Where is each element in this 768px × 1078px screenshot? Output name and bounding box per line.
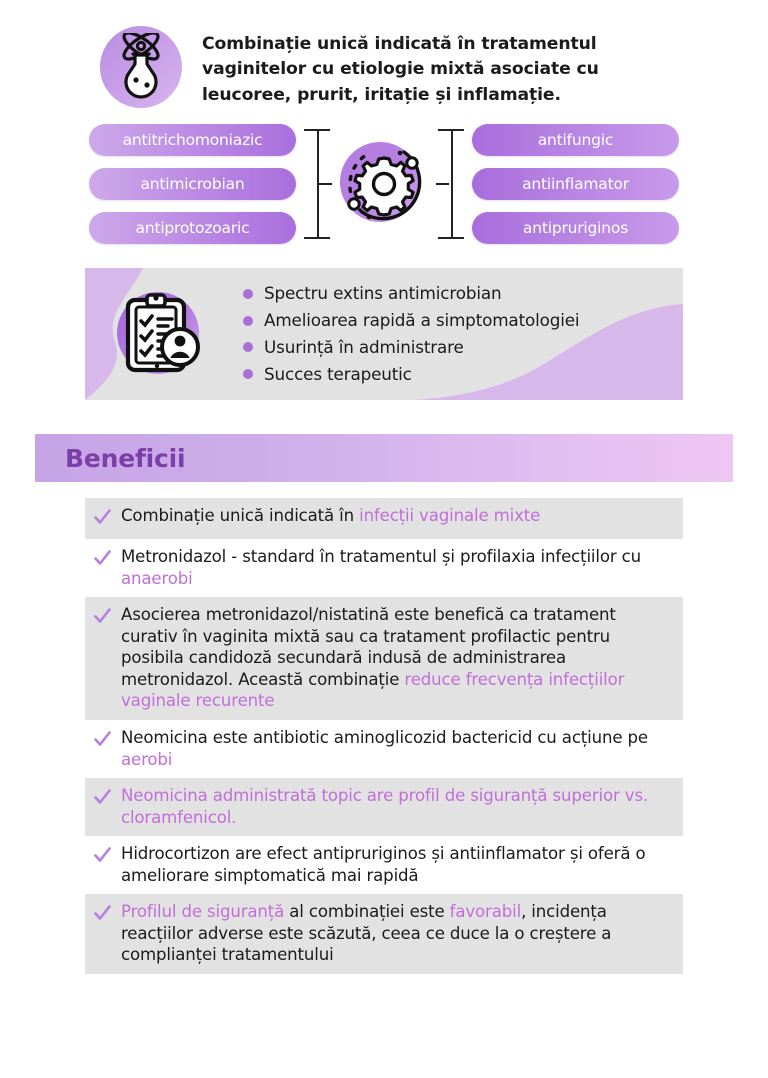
benefit-highlight-text: aerobi (121, 749, 173, 769)
bullet-dot-icon (243, 342, 253, 352)
benefit-highlight-text: Profilul de siguranță (121, 902, 285, 922)
benefit-row (85, 498, 683, 539)
pill-antiprotozoaric[interactable]: antiprotozoaric (89, 212, 296, 244)
clipboard-checklist-person-icon (113, 286, 209, 382)
benefit-highlight-text: anaerobi (121, 568, 193, 588)
right-pill-column (472, 124, 679, 244)
checkmark-icon (93, 788, 112, 811)
benefit-plain-text: , incidența reacțiilor adverse este scăzută, ceea ce duce la o creștere a complianței tratamentului (121, 902, 612, 965)
feature-item (243, 307, 579, 334)
benefit-plain-text: Asocierea metronidazol/nistatină este benefică ca tratament curativ în vaginita mixtă sau ca tratament profilactic pentru posibila candidoză secundară indusă de administrarea metronidazol. Această combinație (121, 605, 616, 689)
benefit-row (85, 539, 683, 597)
benefit-text (121, 843, 673, 886)
features-list (209, 280, 579, 387)
benefits-list (85, 498, 683, 974)
benefit-plain-text: Metronidazol - standard în tratamentul și profilaxia infecțiilor cu (121, 547, 641, 566)
checkmark-icon (93, 549, 112, 572)
checkmark-icon (93, 730, 112, 753)
header-section (0, 0, 768, 108)
benefit-row (85, 836, 683, 894)
benefit-text (121, 505, 540, 527)
feature-item (243, 280, 579, 307)
pill-antimicrobian[interactable]: antimicrobian (89, 168, 296, 200)
benefit-highlight-text: reduce frecvența infecțiilor vaginale recurente (121, 669, 625, 711)
bullet-dot-icon (243, 289, 253, 299)
left-pill-column (89, 124, 296, 244)
benefit-text (121, 727, 673, 770)
pill-antifungic[interactable]: antifungic (472, 124, 679, 156)
features-band (85, 268, 683, 400)
benefit-row (85, 720, 683, 778)
checkmark-icon (93, 607, 112, 630)
benefit-text (121, 604, 673, 712)
benefit-text (121, 785, 673, 828)
benefit-text (121, 546, 673, 589)
benefit-highlight-text: favorabil (449, 902, 522, 922)
benefit-plain-text: Neomicina este antibiotic aminoglicozid bactericid cu acțiune pe (121, 727, 648, 747)
pill-antipruriginos[interactable]: antipruriginos (472, 212, 679, 244)
feature-label: Spectru extins antimicrobian (264, 283, 502, 304)
pill-antitrichomoniazic[interactable]: antitrichomoniazic (89, 124, 296, 156)
bullet-dot-icon (243, 369, 253, 379)
pill-antiinflamator[interactable]: antiinflamator (472, 168, 679, 200)
mechanism-section (0, 108, 768, 244)
feature-item (243, 334, 579, 361)
benefit-text (121, 901, 673, 966)
checkmark-icon (93, 904, 112, 927)
benefit-plain-text: al combinației este (284, 902, 450, 922)
feature-label: Amelioarea rapidă a simptomatologiei (264, 310, 580, 331)
benefit-plain-text: Combinație unică indicată în (121, 506, 360, 525)
right-bracket-connector (436, 129, 466, 239)
gear-orbit-icon (338, 138, 430, 230)
checkmark-icon (93, 846, 112, 869)
benefit-row (85, 778, 683, 836)
flask-atom-icon (100, 26, 182, 108)
benefits-heading: Beneficii (65, 443, 186, 473)
benefit-highlight-text: Neomicina administrată topic are profil de siguranță superior vs. cloramfenicol. (121, 786, 649, 827)
benefit-highlight-text: infecții vaginale mixte (359, 506, 541, 525)
left-bracket-connector (302, 129, 332, 239)
header-title: Combinație unică indicată în tratamentul vaginitelor cu etiologie mixtă asociate cu leucoree, prurit, iritație și inflamație. (202, 34, 599, 105)
feature-label: Succes terapeutic (264, 363, 412, 384)
feature-label: Usurință în administrare (264, 337, 464, 357)
feature-item (243, 361, 579, 388)
checkmark-icon (93, 508, 112, 531)
bullet-dot-icon (243, 316, 253, 326)
benefit-row (85, 597, 683, 720)
benefit-plain-text: Hidrocortizon are efect antipruriginos și antiinflamator și oferă o ameliorare simptomatică mai rapidă (121, 844, 646, 885)
benefit-row (85, 894, 683, 974)
benefits-header-bar (35, 434, 733, 482)
